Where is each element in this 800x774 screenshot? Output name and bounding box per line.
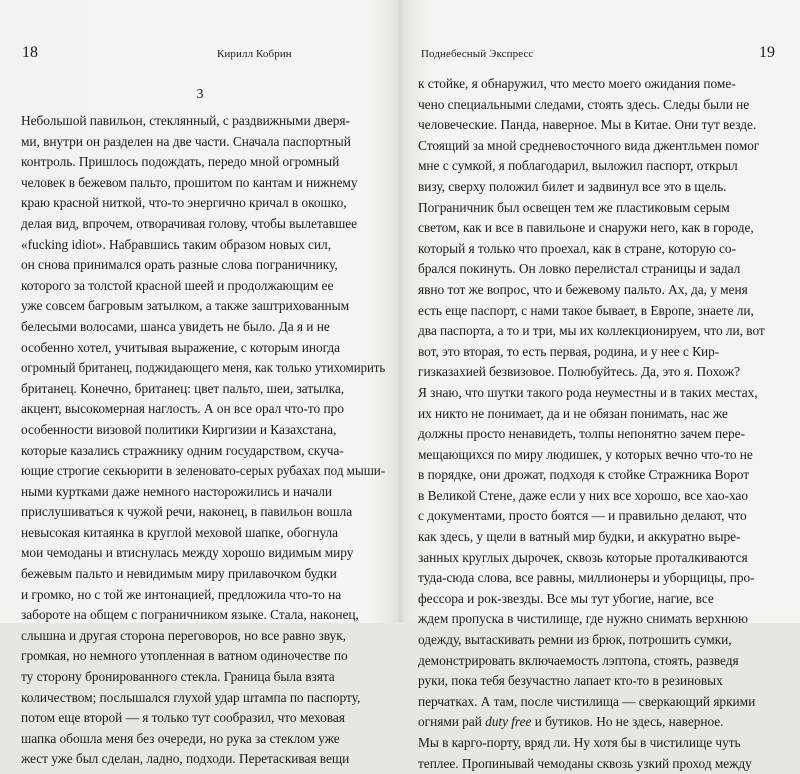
page-number-left: 18: [22, 44, 38, 61]
text-line: прислушиваться к чужой речи, наконец, в павильон вошла: [21, 504, 353, 520]
right-page: [400, 0, 800, 771]
text-line: громкая, но немного утопленная в ватном одиночестве по: [21, 648, 348, 664]
text-line: ющие строгие секьюрити в зеленовато-серых рубахах под мыши-: [21, 463, 386, 479]
page-number-right: 19: [759, 44, 775, 61]
text-line: контроль. Пришлось подождать, передо мной огромный: [21, 154, 340, 170]
text-line: акцент, высокомерная наглость. А он все орал что-то про: [21, 401, 344, 417]
text-line: ными куртками даже немного насторожились и начали: [21, 483, 332, 499]
text-line: Небольшой павильон, стеклянный, с раздвижными дверя-: [21, 113, 350, 128]
text-line: белесыми волосами, шанса увидеть не было. Да я и не: [21, 318, 330, 334]
text-line: явно тот же вопрос, что и бежевому пальто. Ах, да, у меня: [418, 281, 748, 297]
text-line: есть еще паспорт, с нами такое бывает, в Европе, знаете ли,: [418, 302, 754, 318]
text-line: визу, сверху положил билет и задвинул все это в щель.: [418, 178, 727, 194]
text-line: человеческие. Панда, наверное. Мы в Китае. Они тут везде.: [418, 117, 757, 133]
text-line: уже совсем багровым затылком, а также заштрихованным: [21, 298, 349, 314]
text-line: должны просто ненавидеть, толпы непонятно зачем пере-: [418, 426, 745, 442]
text-line: которые казались стражнику одним государством, скуча-: [21, 442, 344, 458]
text-line: руки, пока тебя безучастно лапает кто-то в резиновых: [418, 673, 723, 689]
text-line: гизказахией безвизовое. Полюбуйтесь. Да, это я. Похож?: [418, 364, 740, 380]
text-line: количеством; послышался глухой удар штампа по паспорту,: [21, 689, 361, 705]
text-line: перчатках. А там, после чистилища — сверкающий яркими: [418, 693, 756, 709]
text-line: в Великой Стене, даже если у них все хорошо, все хао-хао: [418, 487, 748, 503]
text-line: которого за толстой красной шеей и продолжающим ее: [21, 277, 334, 293]
text-line: Мы в карго-порту, вряд ли. Ну хотя бы в чистилище чуть: [418, 735, 741, 750]
text-line: Я знаю, что шутки такого рода неуместны и в таких местах,: [418, 384, 758, 400]
text-line: слышна и другая сторона переговоров, но все равно звук,: [21, 627, 346, 643]
text-line: фессора и рок-звезды. Все мы тут убогие, нагие, все: [418, 590, 714, 606]
text-line: их никто не понимает, да и не обязан понимать, нас же: [418, 405, 728, 421]
text-line: как здесь, у щели в ватный мир будки, и аккуратно выре-: [418, 529, 741, 545]
text-line: особенно хотел, учитывая выражение, с которым иногда: [21, 339, 341, 355]
text-line: британец. Конечно, британец: цвет пальто, шеи, затылка,: [21, 380, 345, 396]
text-line: «fucking idiot». Набравшись таким образом новых сил,: [21, 236, 331, 252]
text-line: Пограничник был освещен тем же пластиковым серым: [418, 199, 730, 215]
text-line: туда-сюда слова, все равны, миллионеры и уборщицы, про-: [418, 570, 755, 586]
italic-phrase: duty free: [485, 714, 532, 730]
left-page: [0, 0, 400, 767]
text-line: жест уже был сделан, ладно, подходи. Перетаскивая вещи: [21, 751, 350, 767]
running-head-author: Кирилл Кобрин: [217, 48, 292, 60]
text-line: демонстрировать включаемость лэптопа, стоять, разведя: [418, 652, 739, 668]
text-line: брался покинуть. Он ловко перелистал страницы и задал: [418, 261, 741, 277]
text-line: теплее. Пропинывай чемоданы сквозь узкий проход между: [418, 755, 752, 771]
chapter-number: 3: [196, 87, 204, 102]
text-line: вот, это вторая, то есть первая, родина, и у нее с Кир-: [418, 343, 720, 359]
text-line: мещающихся по миру людишек, у которых вечно что-то не: [418, 446, 753, 462]
text-line: и громко, но с той же интонацией, предложила что-то на: [21, 586, 342, 602]
text-line: мои чемоданы и втиснулась между хорошо видимым миру: [21, 545, 354, 561]
running-head-title: Поднебесный Экспресс: [421, 48, 534, 60]
text-line: краю красной ниткой, что-то энергично кричал в окошко,: [21, 195, 347, 211]
text-line: одежду, вытаскивать ремни из брюк, потрошить сумки,: [418, 632, 732, 648]
text-line: чено специальными следами, стоять здесь. Следы были не: [418, 96, 750, 112]
text-line: ждем пропуска в чистилище, где нужно снимать верхнюю: [418, 611, 748, 627]
text-line: забороте на общем с пограничником языке. Стала, наконец,: [21, 607, 359, 623]
text-line: человек в бежевом пальто, прошитом по кантам и нижнему: [21, 174, 358, 190]
text-line: Стоящий за мной средневосточного вида джентльмен помог: [418, 137, 760, 153]
text-line: в порядке, они дрожат, подходя к стойке Стражника Ворот: [418, 467, 750, 483]
text-line: он снова принимался орать разные слова пограничнику,: [21, 257, 338, 273]
text-line: потом еще второй — я только тут сообразил, что меховая: [21, 710, 345, 726]
text-line: шапка обошла меня без очереди, но рука за стеклом уже: [21, 730, 340, 746]
text-line: делая вид, впрочем, отворачивая голову, чтобы вылетавшее: [21, 215, 358, 231]
text-line: светом, как и все в павильоне и снаружи него, как в городе,: [418, 220, 754, 236]
text-line: с документами, просто боятся — и правильно делают, что: [418, 508, 747, 524]
text-line: мне с сумкой, я поблагодарил, выложил паспорт, открыл: [418, 158, 738, 174]
text-line: два паспорта, а то и три, мы их коллекционируем, что ли, вот: [418, 323, 765, 339]
text-line: бежевым пальто и невидимым миру прилавочком будки: [21, 566, 337, 582]
text-line: особенности визовой политики Киргизии и Казахстана,: [21, 421, 337, 437]
text-line: ту сторону бронированного стекла. Граница была взята: [21, 669, 335, 685]
text-line: занных круглых дырочек, сквозь которые проталкиваются: [418, 549, 748, 565]
text-line: который я только что проехал, как в стране, которую со-: [418, 240, 736, 256]
text-line: к стойке, я обнаружил, что место моего ожидания поме-: [418, 76, 736, 91]
text-line: огнями рай duty free и бутиков. Но не здесь, наверное.: [418, 714, 724, 730]
text-line: невысокая китаянка в круглой меховой шапке, обогнула: [21, 524, 339, 540]
right-page-text: [418, 74, 765, 774]
left-page-text: [21, 111, 400, 770]
text-line: огромный британец, поджидающего меня, как только утихомирить: [21, 360, 386, 376]
text-line: ми, внутри он разделен на две части. Сначала паспортный: [21, 133, 351, 149]
